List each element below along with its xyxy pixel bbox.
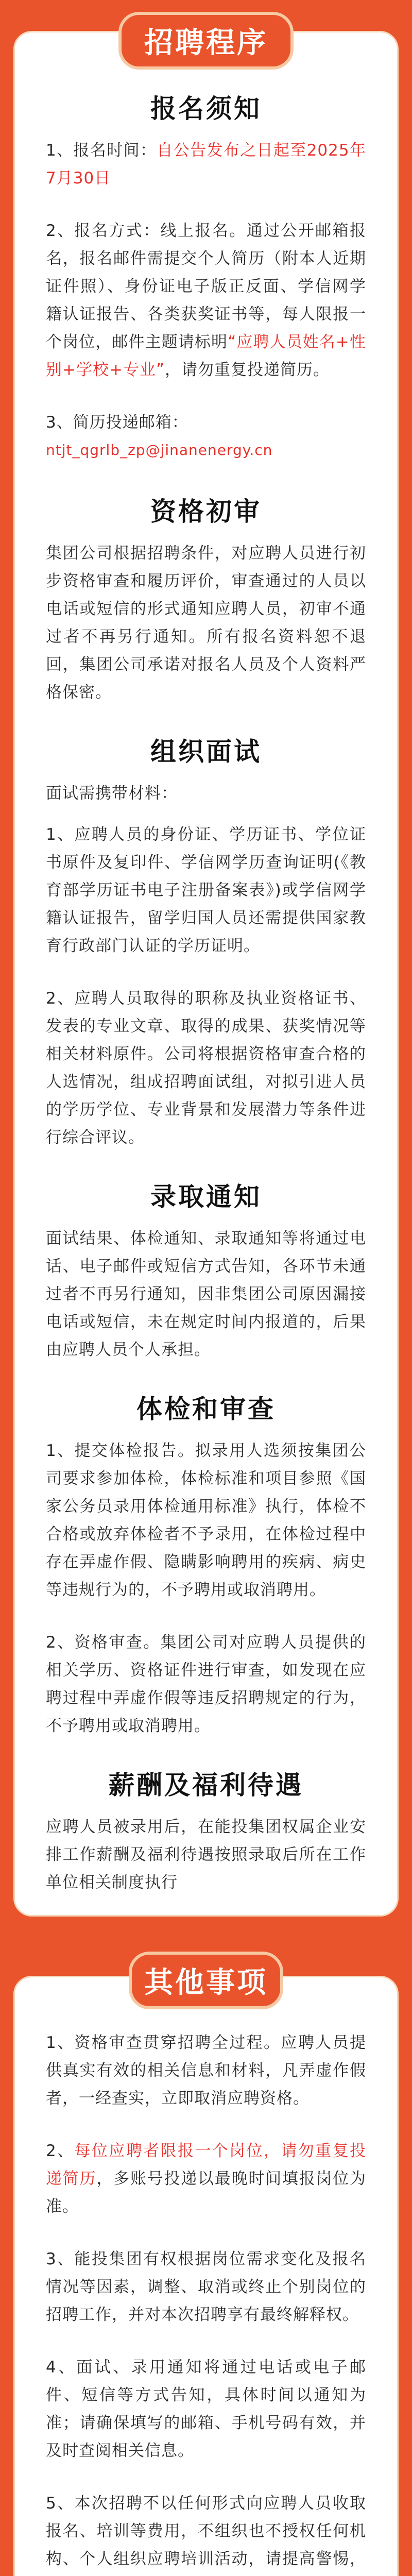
interview-materials-intro: 面试需携带材料： — [46, 784, 178, 803]
other-item-2-prefix: 2、 — [46, 2142, 75, 2160]
other-item-5: 5、本次招聘不以任何形式向应聘人员收取报名、培训等费用，不组织也不授权任何机构、个人组织应聘培训活动，请提高警惕， — [46, 2494, 366, 2568]
other-matters-content — [15, 2029, 397, 2576]
qualification-review-heading: 资格初审 — [150, 497, 262, 527]
registration-time — [46, 137, 366, 192]
interview-materials-item-2: 2、应聘人员取得的职称及执业资格证书、发表的专业文章、取得的成果、获奖情况等相关材料原件。公司将根据资格审查合格的人选情况，组成招聘面试组，对拟引进人员的学历学位、专业背景和发展潜力等条件进行综合评议。 — [46, 989, 366, 1147]
registration-method-tail: ，请勿重复投递简历。 — [165, 361, 330, 379]
registration-method-text: 2、报名方式：线上报名。通过公开邮箱报名，报名邮件需提交个人简历（附本人近期证件照）、身份证电子版正反面、学信网学籍认证报告、各类获奖证书等，每人限报一个岗位，邮件主题请标明 — [46, 222, 366, 351]
registration-time-label: 1、报名时间： — [46, 141, 157, 160]
salary-benefits-heading: 薪酬及福利待遇 — [109, 1770, 303, 1800]
registration-notice-heading: 报名须知 — [150, 94, 262, 124]
registration-method — [46, 217, 366, 384]
recruitment-procedure-tab: 招聘程序 — [118, 12, 294, 70]
registration-time-value: 自公告发布之日起至2025年7月30日 — [46, 141, 366, 188]
one-position-only-notice: 每位应聘者限报一个岗位，请勿重复投递简历 — [46, 2142, 366, 2188]
salary-benefits-text: 应聘人员被录用后，在能投集团权属企业安排工作薪酬及福利待遇按照录取后所在工作单位相关制度执行 — [46, 1818, 366, 1892]
other-matters-tab: 其他事项 — [129, 1952, 283, 2009]
medical-exam-item-1: 1、提交体检报告。拟录用人选须按集团公司要求参加体检，体检标准和项目参照《国家公务员录用体检通用标准》执行，体检不合格或放弃体检者不予录用，在体检过程中存在弄虚作假、隐瞒影响聘用的疾病、病史等违规行为的，不予聘用或取消聘用。 — [46, 1442, 366, 1599]
other-item-1: 1、资格审查贯穿招聘全过程。应聘人员提供真实有效的相关信息和材料，凡弄虚作假者，一经查实，立即取消应聘资格。 — [46, 2033, 366, 2108]
other-item-2-suffix: ，多账号投递以最晚时间填报岗位为准。 — [46, 2170, 367, 2216]
interview-materials-item-1: 1、应聘人员的身份证、学历证书、学位证书原件及复印件、学信网学历查询证明(《教育部学历证书电子注册备案表》)或学信网学籍认证报告，留学归国人员还需提供国家教育行政部门认证的学历证明。 — [46, 825, 366, 955]
other-item-4: 4、面试、录用通知将通过电话或电子邮件、短信等方式告知，具体时间以通知为准；请确保填写的邮箱、手机号码有效，并及时查阅相关信息。 — [46, 2358, 366, 2460]
admission-notice-text: 面试结果、体检通知、录取通知等将通过电话、电子邮件或短信方式告知，各环节未通过者不再另行通知，因非集团公司原因漏接电话或短信，未在规定时间内报道的，后果由应聘人员个人承担。 — [46, 1229, 366, 1359]
other-matters-card — [13, 1966, 399, 2576]
medical-exam-item-2: 2、资格审查。集团公司对应聘人员提供的相关学历、资格证件进行审查，如发现在应聘过程中弄虚作假等违反招聘规定的行为，不予聘用或取消聘用。 — [46, 1633, 366, 1735]
recruitment-procedure-card — [13, 26, 399, 1917]
other-item-2 — [46, 2137, 366, 2221]
admission-notice-heading: 录取通知 — [150, 1182, 262, 1212]
interview-heading: 组织面试 — [150, 737, 262, 767]
resume-email-link[interactable]: ntjt_qgrlb_zp@jinanenergy.cn — [46, 442, 273, 459]
other-item-3: 3、能投集团有权根据岗位需求变化及报名情况等因素，调整、取消或终止个别岗位的招聘工作，并对本次招聘享有最终解释权。 — [46, 2250, 366, 2324]
recruitment-procedure-content — [15, 88, 397, 1896]
resume-email-label: 3、简历投递邮箱： — [46, 413, 188, 432]
qualification-review-text: 集团公司根据招聘条件，对应聘人员进行初步资格审查和履历评价，审查通过的人员以电话或短信的形式通知应聘人员，初审不通过者不再另行通知。所有报名资料恕不退回，集团公司承诺对报名人员及个人资料严格保密。 — [46, 544, 366, 702]
medical-exam-review-heading: 体检和审查 — [136, 1394, 276, 1424]
email-subject-format: “应聘人员姓名+性别+学校+专业” — [46, 333, 366, 379]
